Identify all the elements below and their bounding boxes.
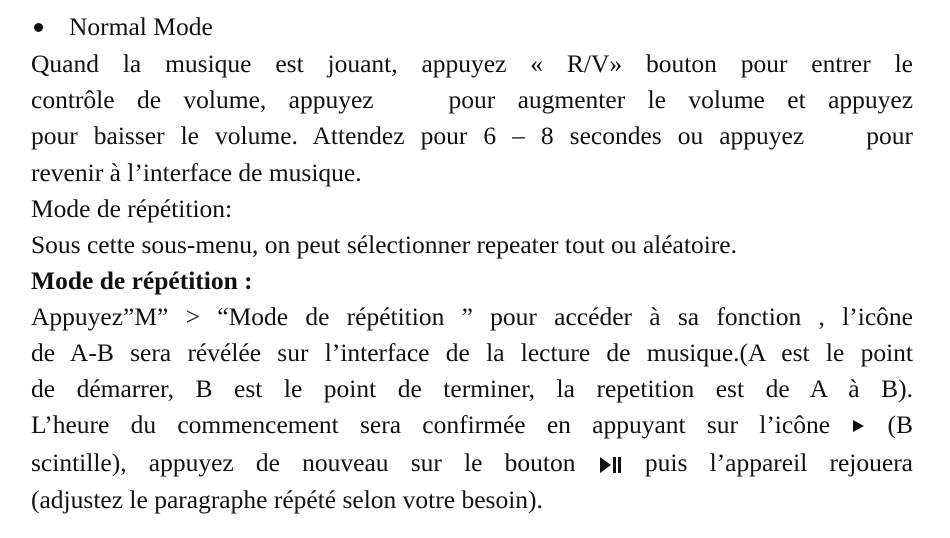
para1-line3-a: pour baisser le volume. Attendez pour 6 – 8 secondes ou appuyez — [31, 121, 805, 150]
play-pause-icon — [600, 445, 621, 481]
para1-line4: revenir à l’interface de musique. — [31, 158, 362, 187]
para2-line4-b: (B — [887, 410, 914, 439]
para2-line2: de A-B sera révélée sur l’interface de la lecture de musique.(A est le point — [31, 338, 913, 367]
para2-line4 — [31, 407, 913, 443]
submenu-text: Sous cette sous-menu, on peut sélectionner repeater tout ou aléatoire. — [31, 230, 737, 259]
para2-line4-a: L’heure du commencement sera confirmée en appuyant sur l’icône — [31, 410, 831, 439]
para1-line3 — [31, 118, 913, 154]
para2-line1: Appuyez”M” > “Mode de répétition ” pour accéder à sa fonction , l’icône — [31, 302, 913, 331]
para2-line3: de démarrer, B est le point de terminer, la repetition est de A à B). — [31, 374, 913, 403]
bullet-icon — [34, 23, 43, 32]
para1-line1: Quand la musique est jouant, appuyez « R/V» bouton pour entrer le — [31, 49, 913, 78]
para1-line3-b: pour — [866, 121, 914, 150]
para1-line2-a: contrôle de volume, appuyez — [31, 85, 374, 114]
para2-line5 — [31, 445, 913, 481]
para2-line5-b: puis l’appareil rejouera — [644, 448, 913, 477]
repeat-heading: Mode de répétition : — [31, 266, 253, 295]
bullet-heading-text: Normal Mode — [69, 12, 213, 41]
repeat-label: Mode de répétition: — [31, 194, 233, 223]
para2-line5-a: scintille), appuyez de nouveau sur le bouton — [31, 448, 576, 477]
para2-line6: (adjustez le paragraphe répété selon votre besoin). — [31, 485, 543, 514]
play-icon — [853, 420, 864, 432]
para1-line2 — [31, 82, 913, 118]
bullet-heading — [31, 9, 913, 45]
para1-line2-b: pour augmenter le volume et appuyez — [448, 85, 914, 114]
